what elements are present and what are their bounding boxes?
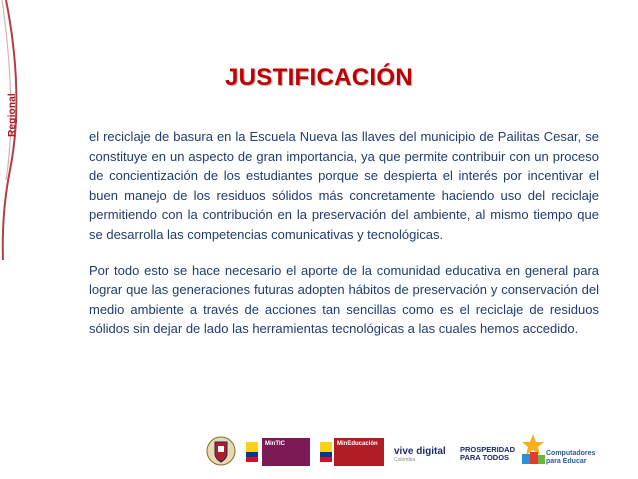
paragraph-2: Por todo esto se hace necesario el aporte de la comunidad educativa en general para lograr que las generaciones futuras adopten hábitos de preservación y conservación del medio ambiente a través de acciones tan sencillas como es el reciclaje de residuos sólidos sin dejar de lado las herramientas tecnológicas a las cuales hemos accedido. xyxy=(89,262,599,337)
regional-label: Regional xyxy=(7,93,18,137)
logos-footer xyxy=(0,428,638,478)
paragraph-1: el reciclaje de basura en la Escuela Nueva las llaves del municipio de Pailitas Cesar, se constituye en un aspecto de gran importancia, ya que permite contribuir con un proceso de concientización de los estudiantes porque se despierta el interés por incentivar el buen manejo de los residuos sólidos más concretamente haciendo uso del reciclaje permitiendo con la contribución en la preservación del ambiente, al mismo tiempo que se desarrolla las competencias comunicativas y tecnológicas. xyxy=(89,129,599,242)
vive-digital-text: vive digital xyxy=(394,446,446,457)
slide-body xyxy=(89,127,599,339)
colombia-flag-icon xyxy=(246,438,258,466)
mineducacion-logo: MinEducación xyxy=(334,438,384,466)
vive-digital-logo xyxy=(394,446,454,462)
colombia-flag-icon xyxy=(320,438,332,466)
prosperidad-logo xyxy=(460,445,516,466)
computadores-line-2: para Educar xyxy=(546,458,587,465)
computadores-line-1: Computadores xyxy=(546,450,596,457)
computadores-para-educar-logo xyxy=(518,432,596,472)
slide-title: JUSTIFICACIÓN xyxy=(225,64,413,91)
prosperidad-line-2: PARA TODOS xyxy=(460,453,510,462)
school-shield-logo xyxy=(206,432,236,470)
computadores-icon xyxy=(518,432,548,472)
mintic-logo: MinTIC xyxy=(262,438,310,466)
prosperidad-line-1: PROSPERIDAD xyxy=(460,445,516,454)
vive-digital-subtext: Colombia xyxy=(394,457,416,463)
